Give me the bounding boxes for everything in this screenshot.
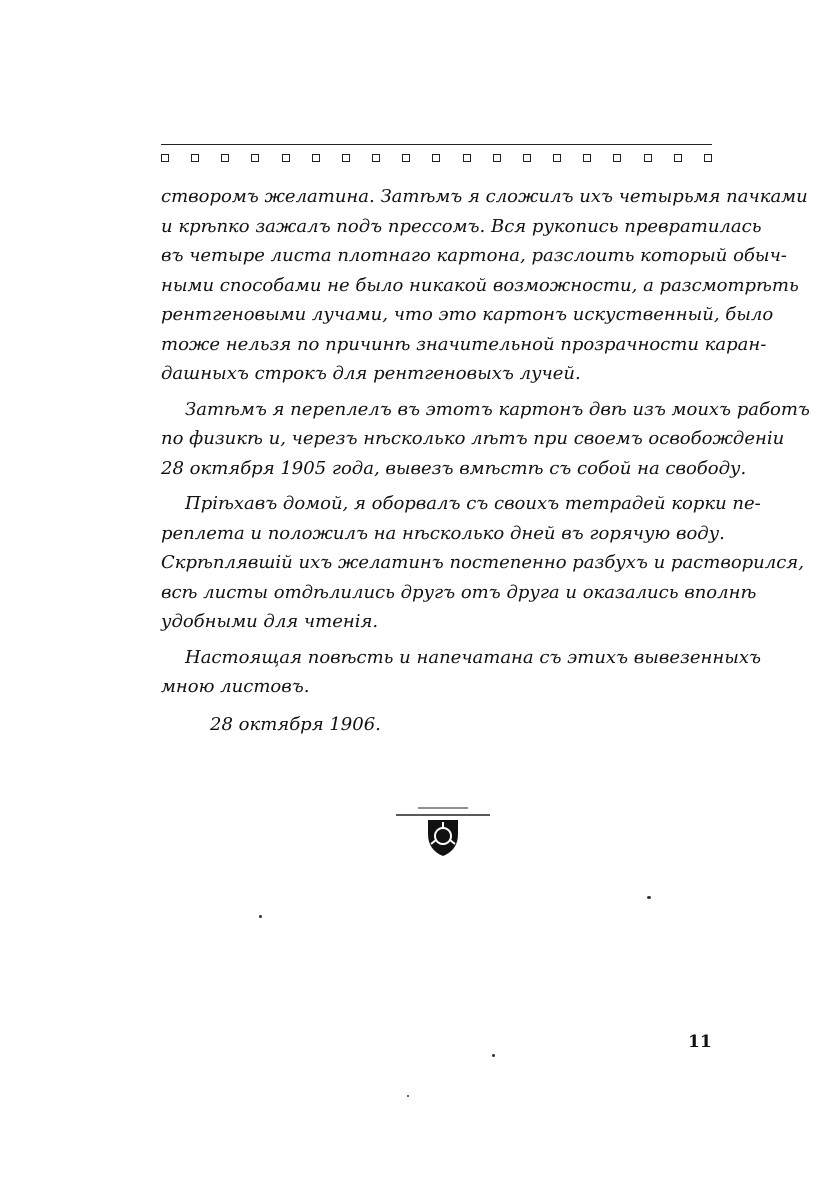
text-line: Затѣмъ я переплелъ въ этотъ картонъ двѣ изъ моихъ работъ: [185, 398, 810, 420]
ornament-square: [282, 154, 290, 162]
print-speck: [492, 1054, 495, 1057]
ornament-square: [221, 154, 229, 162]
text-line: тоже нельзя по причинѣ значительной прозрачности каран-: [161, 333, 767, 355]
ornament-square: [463, 154, 471, 162]
header-ornament-border: [161, 151, 712, 165]
ornament-square: [553, 154, 561, 162]
ornament-square: [613, 154, 621, 162]
paragraph-4: [161, 643, 762, 702]
ornament-square: [191, 154, 199, 162]
ornament-square: [523, 154, 531, 162]
ornament-square: [583, 154, 591, 162]
ornament-square: [493, 154, 501, 162]
text-line: ными способами не было никакой возможности, а разсмотрѣть: [161, 274, 799, 296]
text-line: Скрѣплявшій ихъ желатинъ постепенно разбухъ и растворился,: [161, 552, 804, 573]
text-line: рентгеновыми лучами, что это картонъ искуственный, было: [161, 304, 774, 325]
main-text: [161, 182, 810, 708]
print-speck: [259, 915, 262, 918]
text-line: по физикѣ и, черезъ нѣсколько лѣтъ при своемъ освобожденіи: [161, 428, 785, 449]
text-line: въ четыре листа плотнаго картона, разслоить который обыч-: [161, 245, 787, 266]
ornament-square: [402, 154, 410, 162]
dateline: 28 октября 1906.: [210, 714, 381, 735]
shield-ornament-icon: [396, 806, 490, 860]
ornament-square: [432, 154, 440, 162]
header-rule: [161, 144, 712, 145]
paragraph-3: [161, 489, 804, 637]
text-line: створомъ желатина. Затѣмъ я сложилъ ихъ четырьмя пачками: [161, 186, 808, 207]
text-line: всѣ листы отдѣлились другъ отъ друга и оказались вполнѣ: [161, 581, 757, 603]
page-number: 11: [688, 1032, 712, 1052]
ornament-square: [312, 154, 320, 162]
text-line: мною листовъ.: [161, 676, 310, 697]
text-line: и крѣпко зажалъ подъ прессомъ. Вся рукопись превратилась: [161, 215, 762, 237]
ornament-square: [704, 154, 712, 162]
ornament-square: [372, 154, 380, 162]
ornament-square: [161, 154, 169, 162]
text-line: дашныхъ строкъ для рентгеновыхъ лучей.: [161, 363, 581, 384]
ornament-square: [342, 154, 350, 162]
ornament-square: [674, 154, 682, 162]
print-speck: [647, 896, 651, 899]
paragraph-2: [161, 395, 810, 484]
print-speck: [407, 1095, 409, 1097]
text-line: реплета и положилъ на нѣсколько дней въ горячую воду.: [161, 522, 725, 544]
paragraph-1: [161, 182, 808, 389]
ornament-square: [251, 154, 259, 162]
ornament-square: [644, 154, 652, 162]
text-line: Пріѣхавъ домой, я оборвалъ съ своихъ тетрадей корки пе-: [185, 493, 761, 514]
text-line: 28 октября 1905 года, вывезъ вмѣстѣ съ собой на свободу.: [161, 457, 747, 479]
text-line: Настоящая повѣсть и напечатана съ этихъ вывезенныхъ: [185, 646, 762, 668]
text-line: удобными для чтенія.: [161, 611, 379, 632]
